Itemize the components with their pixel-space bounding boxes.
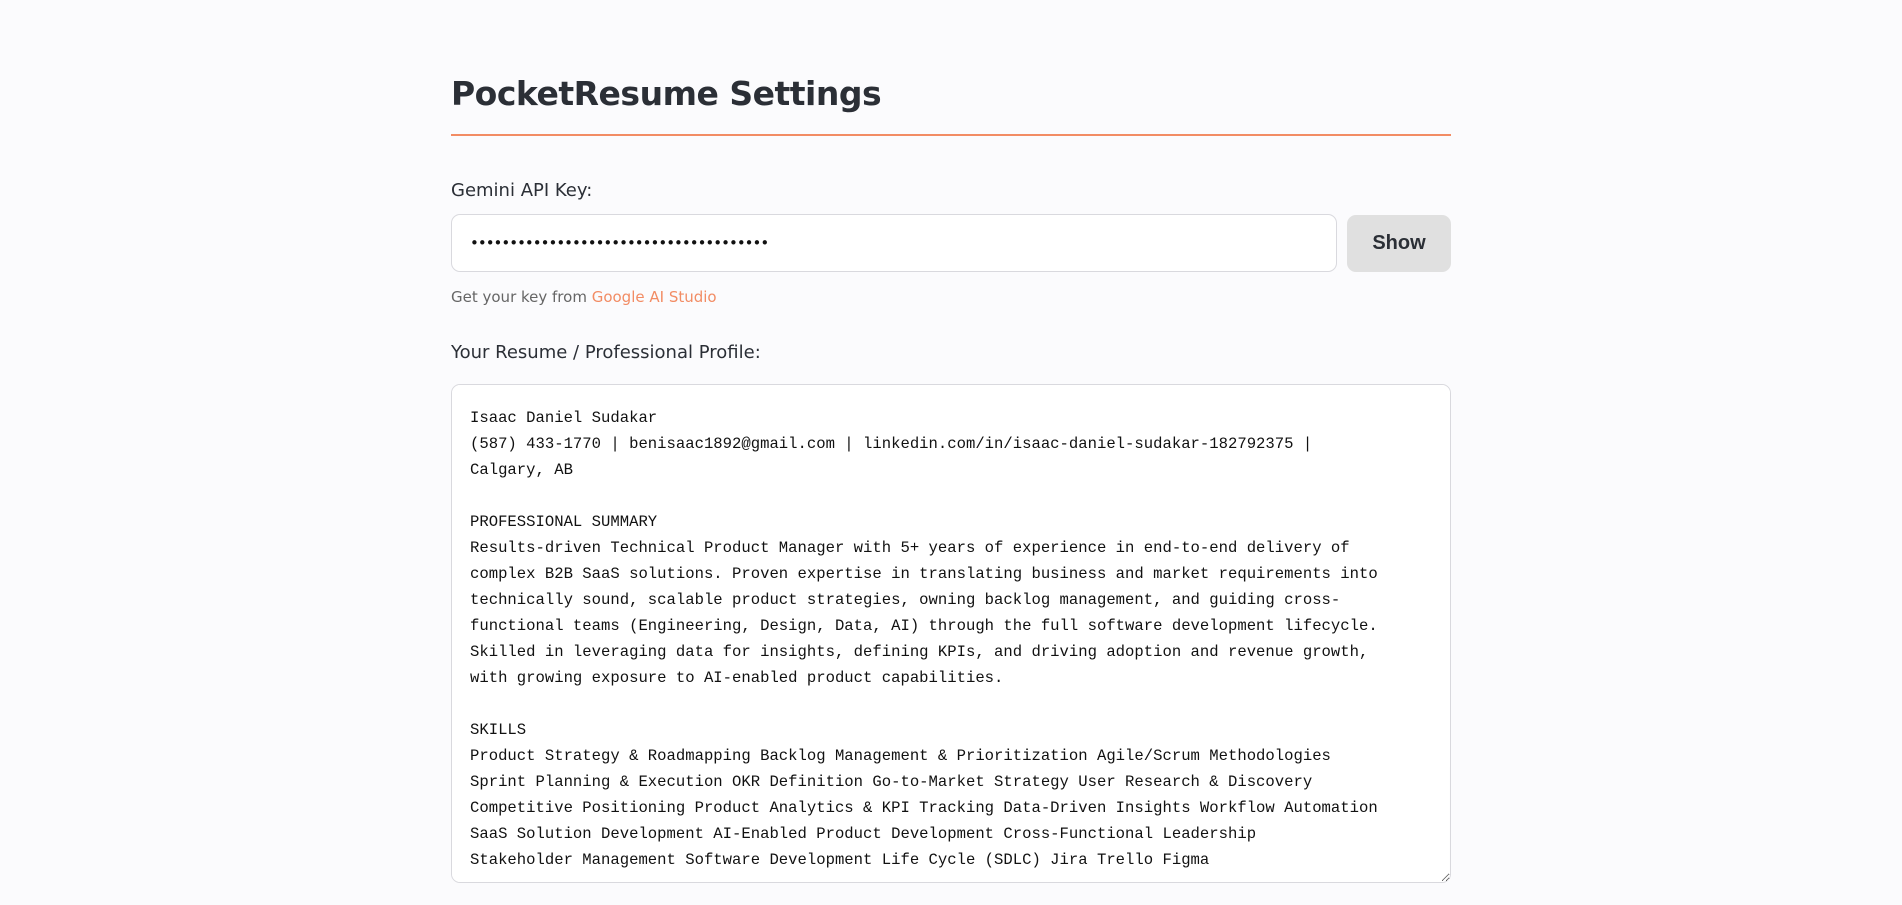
title-divider [451, 134, 1451, 136]
api-key-input[interactable] [451, 214, 1337, 272]
api-key-hint [451, 288, 717, 306]
page-title: PocketResume Settings [451, 74, 882, 113]
hint-text: Get your key from [451, 288, 592, 306]
google-ai-studio-link[interactable]: Google AI Studio [591, 288, 717, 306]
resume-label: Your Resume / Professional Profile: [451, 342, 761, 363]
api-key-label: Gemini API Key: [451, 180, 593, 201]
show-key-button[interactable]: Show [1347, 215, 1451, 272]
resume-textarea[interactable] [451, 384, 1451, 883]
